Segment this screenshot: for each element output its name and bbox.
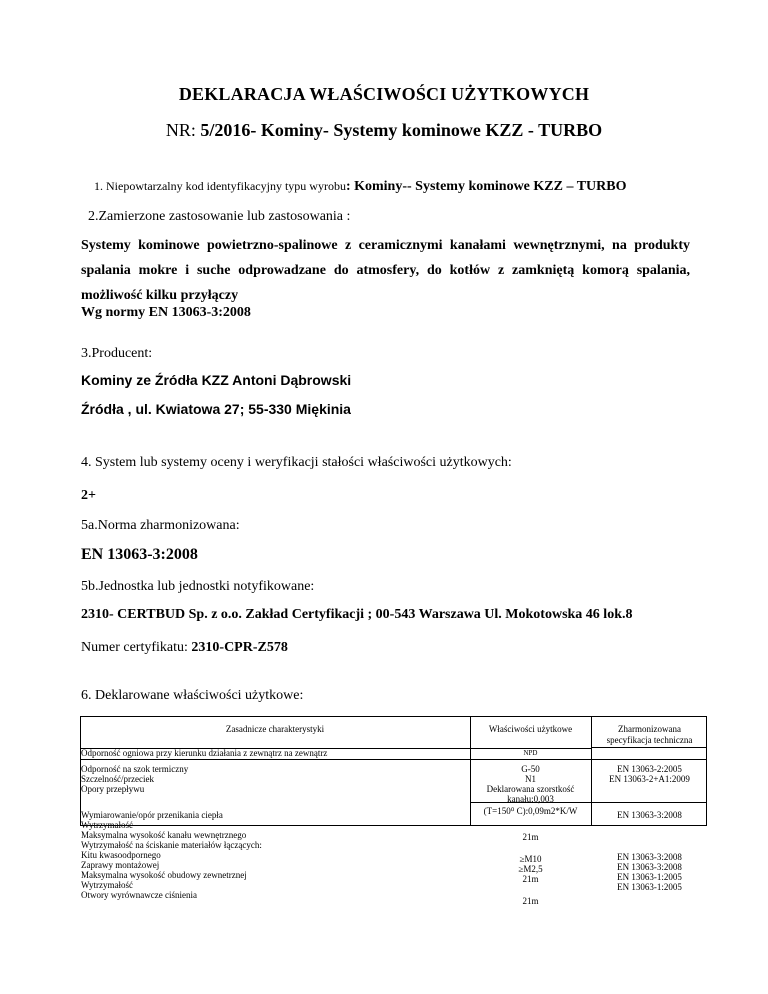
table-cell-characteristic: Wytrzymałość na ściskanie materiałów łączących: (81, 840, 262, 850)
table-header-divider-col3 (591, 747, 707, 748)
table-cell-property: 21m (522, 832, 539, 842)
properties-table (80, 716, 707, 906)
table-cell-property: (T=150⁰ C):0,09m2*K/W (483, 806, 578, 816)
certificate-label: Numer certyfikatu: (81, 640, 192, 655)
table-cell-characteristic: Wytrzymałość (81, 820, 133, 830)
table-cell-characteristic: Kitu kwasoodpornego (81, 850, 161, 860)
section-5a-value: EN 13063-3:2008 (81, 546, 198, 563)
table-cell-characteristic: Odporność ogniowa przy kierunku działania z zewnątrz na zewnątrz (81, 748, 328, 758)
section-5b-value: 2310- CERTBUD Sp. z o.o. Zakład Certyfikacji ; 00-543 Warszawa Ul. Mokotowska 46 lok.8 (81, 607, 633, 622)
section-5b-label: 5b.Jednostka lub jednostki notyfikowane: (81, 579, 315, 594)
table-cell-property: Deklarowana szorstkość (486, 784, 575, 794)
table-header-spec-line1: Zharmonizowana (618, 724, 681, 734)
table-cell-specification: EN 13063-3:2008 (617, 862, 682, 872)
table-cell-characteristic: Zaprawy montażowej (81, 860, 160, 870)
certificate-value: 2310-CPR-Z578 (191, 640, 288, 655)
table-cell-property: NPD (523, 749, 538, 757)
declaration-number-prefix: NR: (165, 120, 201, 140)
producer-name: Kominy ze Źródła KZZ Antoni Dąbrowski (81, 372, 352, 388)
table-cell-characteristic: Odporność na szok termiczny (81, 764, 189, 774)
table-cell-property: G-50 (521, 764, 540, 774)
table-header-properties: Właściwości użytkowe (488, 724, 573, 734)
table-border-bottom (80, 825, 707, 826)
section-4-value: 2+ (81, 488, 96, 503)
table-cell-specification: EN 13063-1:2005 (617, 882, 682, 892)
section-3-label: 3.Producent: (81, 346, 153, 361)
certificate-number (81, 640, 288, 656)
table-header-spec-line2: specyfikacja techniczna (606, 735, 693, 745)
table-border-top (80, 716, 707, 717)
table-cell-characteristic: Wytrzymałość (81, 880, 133, 890)
table-cell-specification: EN 13063-3:2008 (617, 852, 682, 862)
section-1-label: 1. Niepowtarzalny kod identyfikacyjny typu wyrobu (94, 179, 346, 193)
document-title: DEKLARACJA WŁAŚCIWOŚCI UŻYTKOWYCH (178, 84, 590, 104)
section-5a-label: 5a.Norma zharmonizowana: (81, 518, 240, 533)
table-cell-characteristic: Otwory wyrównawcze ciśnienia (81, 890, 197, 900)
section-2-label: 2.Zamierzone zastosowanie lub zastosowania : (88, 209, 351, 224)
section-6-label: 6. Deklarowane właściwości użytkowe: (81, 688, 304, 703)
table-cell-characteristic: Szczelność/przeciek (81, 774, 154, 784)
table-cell-property: ≥M10 (519, 854, 542, 864)
table-cell-specification: EN 13063-3:2008 (617, 810, 682, 820)
section-1 (94, 179, 627, 195)
table-cell-property: N1 (525, 774, 536, 784)
declaration-number (0, 120, 768, 141)
section-2-usage: Systemy kominowe powietrzno-spalinowe z ceramicznymi kanałami wewnętrznymi, na produkty spalania mokre i suche odprowadzane do atmosfery, do kotłów z zamkniętą komorą spalania, możliwość kilku przyłączy (81, 238, 690, 303)
table-header-characteristics: Zasadnicze charakterystyki (225, 724, 325, 734)
table-cell-property: ≥M2,5 (518, 864, 543, 874)
table-cell-characteristic: Maksymalna wysokość obudowy zewnetrznej (81, 870, 247, 880)
table-cell-characteristic: Opory przepływu (81, 784, 145, 794)
table-cell-property: 21m (522, 896, 539, 906)
table-cell-specification: EN 13063-1:2005 (617, 872, 682, 882)
table-row-divider-1 (80, 759, 707, 760)
table-cell-specification: EN 13063-2:2005 (617, 764, 682, 774)
table-cell-characteristic: Wymiarowanie/opór przenikania ciepła (81, 810, 223, 820)
section-4-label: 4. System lub systemy oceny i weryfikacji stałości właściwości użytkowych: (81, 455, 512, 470)
table-cell-characteristic: Maksymalna wysokość kanału wewnętrznego (81, 830, 247, 840)
table-cell-property: 21m (522, 874, 539, 884)
section-1-value: : Kominy-- Systemy kominowe KZZ – TURBO (345, 179, 627, 194)
table-cell-specification: EN 13063-2+A1:2009 (609, 774, 690, 784)
table-cell-property: kanału:0,003 (507, 794, 554, 804)
declaration-number-value: 5/2016- Kominy- Systemy kominowe KZZ - TURBO (200, 120, 603, 140)
producer-address: Źródła , ul. Kwiatowa 27; 55-330 Miękinia (81, 401, 351, 417)
section-2-norm: Wg normy EN 13063-3:2008 (81, 305, 251, 320)
